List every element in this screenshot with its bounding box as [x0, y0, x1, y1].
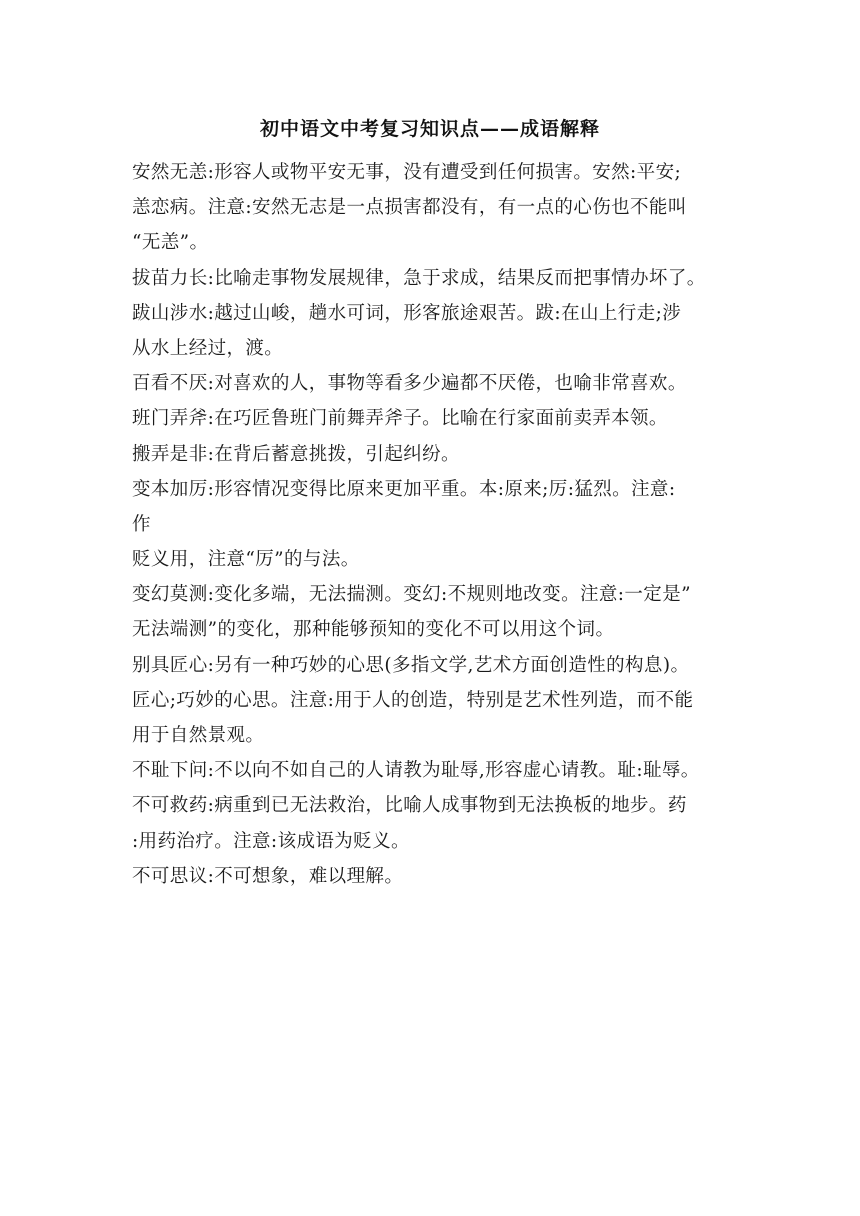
- text-line: 匠心;巧妙的心思。注意:用于人的创造，特别是艺术性列造，而不能: [132, 689, 694, 711]
- text-line: 贬义用，注意“厉”的与法。: [132, 549, 360, 571]
- text-line: 安然无恙:形容人或物平安无事，没有遭受到任何损害。安然:平安;: [132, 162, 682, 183]
- text-line: 变幻莫测:变化多端，无法揣测。变幻:不规则地改变。注意:一定是”: [132, 584, 691, 606]
- text-line: 别具匠心:另有一种巧妙的心思(多指文学,艺术方面创造性的构息)。: [132, 654, 690, 676]
- text-line: 从水上经过，渡。: [132, 337, 284, 359]
- text-line: 变本加厉:形容情况变得比原来更加平重。本:原来;厉:猛烈。注意:: [132, 478, 676, 500]
- document-body: [132, 155, 740, 894]
- text-line: 拔苗力长:比喻走事物发展规律，急于求成，结果反而把事情办坏了。: [132, 267, 706, 289]
- text-line: 搬弄是非:在背后蓄意挑拨，引起纠纷。: [132, 443, 460, 465]
- text-line: 不可思议:不可想象，难以理解。: [132, 865, 404, 887]
- text-line: 不耻下问:不以向不如自己的人请教为耻辱,形容虚心请教。耻:耻辱。: [132, 760, 700, 782]
- text-line: “无恙”。: [132, 232, 209, 254]
- text-line: 百看不厌:对喜欢的人，事物等看多少遍都不厌倦，也喻非常喜欢。: [132, 373, 687, 395]
- text-line: :用药治疗。注意:该成语为贬义。: [132, 830, 410, 852]
- text-line: 班门弄斧:在巧匠鲁班门前舞弄斧子。比喻在行家面前卖弄本领。: [132, 408, 668, 430]
- text-line: 无法端测”的变化，那种能够预知的变化不可以用这个词。: [132, 619, 615, 641]
- text-line: 用于自然景观。: [132, 725, 265, 746]
- text-line: 作: [132, 513, 151, 535]
- document-title: 初中语文中考复习知识点——成语解释: [259, 118, 600, 140]
- text-line: 跋山涉水:越过山峻，趟水可词，形客旅途艰苦。跋:在山上行走;涉: [132, 302, 682, 324]
- text-line: 不可救药:病重到已无法救治，比喻人成事物到无法换板的地步。药: [132, 795, 687, 817]
- text-line: 恙恋病。注意:安然无志是一点损害都没有，有一点的心伤也不能叫: [132, 197, 687, 219]
